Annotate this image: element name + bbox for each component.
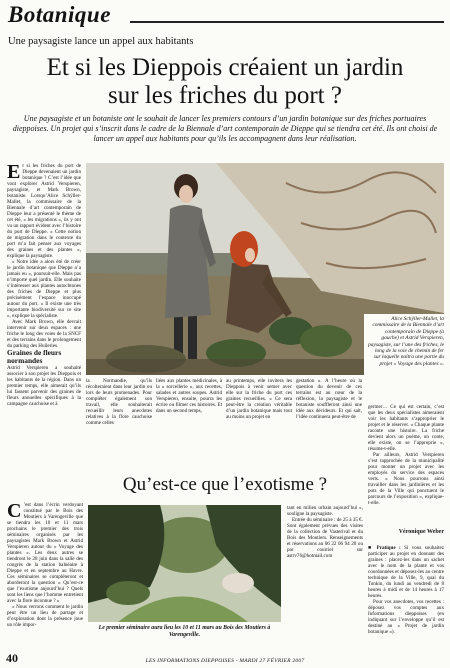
- plant: [300, 325, 352, 357]
- body-column-right-text-1: germer… Ce qui est certain, c’est que les deux spécialistes aimeraient voir les habitants s’approprier le projet et le réserver. « Chaque plante raconte une histoire. La friche devient alors un poème, un conte, elle existe, on se l’approprie », résume-t-elle.: [368, 404, 444, 452]
- practical-info-paragraph: [368, 545, 444, 599]
- photo-treeline: [86, 253, 246, 277]
- body-column-3-text: au printemps, elle invitera les Dieppois à venir semer avec elle sur la friche du port ces graines recueillies. « Ce sera peut-être la création véritable d’un jardin botanique mais tout au moins un projet en: [226, 378, 292, 420]
- headline-line-1: Et si les Dieppois créaient un jardin: [46, 54, 404, 81]
- article2-drop-cap: C: [7, 502, 22, 522]
- article2-middle-column: [287, 505, 363, 605]
- body-column-2: [156, 378, 222, 434]
- subhead-paragraph: Astrid Verspieren a souhaité associer à son projet les Dieppois et les habitants de la région. Dans un premier temps, elle aimerait qu’ils lui fassent parvenir des graines de fleurs annuelles spécifiques à la campagne cauchoise et à: [7, 365, 81, 407]
- person-left-leg: [188, 311, 197, 359]
- garden-photo: [88, 505, 281, 622]
- article-kicker: Une paysagiste lance un appel aux habitants: [8, 36, 194, 47]
- practical-info-column: [368, 545, 444, 653]
- article2-paragraph-2: « Nous verrons comment le jardin peut être un lieu de partage et d’exploration dont la présence joue un rôle impor-: [7, 604, 83, 628]
- garden-photo-image: [88, 505, 281, 622]
- practical-label: Pratique :: [376, 545, 401, 551]
- body-column-2-text: liées aux plantes médicinales, à la « sorcellerie », aux recettes, salades et autres soupes. Astrid Verspieren, ensuite, pourra les écrire ou filmer ces histoires. Et dans un second temps,: [156, 378, 222, 414]
- article2-paragraph-1: [7, 502, 83, 604]
- person-right-hair: [230, 231, 258, 267]
- article2-headline: Qu’est-ce que l’exotisme ?: [122, 474, 328, 495]
- body-column-1-text: la Normandie, qu’ils récolteraient dans leur jardin ou lors de leurs promenades. Pour compléter également son travail, elle souhaiterait recueillir leurs anecdotes relatives à la flore cauchoise comme celles: [86, 378, 152, 426]
- headline-line-2: sur les friches du port ?: [108, 82, 342, 109]
- garden-flowering-shrub: [222, 573, 254, 593]
- article-chapeau: Une paysagiste et un botaniste ont le souhait de lancer les premiers contours d’un jardin botanique sur des friches portuaires dieppoises. Un projet qui s’inscrit dans le cadre de la Biennale d’art contemporain de Dieppe qui se tiendra cet été. Ils ont choisi de lancer un appel aux habitants pour qu’ils les accompagnent dans leur réalisation.: [12, 114, 438, 143]
- lead-column: [7, 163, 81, 474]
- practical-text: Si vous souhaitez participer au projet en donnant des graines : placez-les dans un sachet avec le nom de la plante et vos coordonnées et déposez-les au centre technique de la Ville, 9, quai du Tonkin, du lundi au vendredi de 8 heures à midi et de 14 heures à 17 heures.: [368, 545, 444, 599]
- publication-footer: LES INFORMATIONS DIEPPOISES - MARDI 27 FÉVRIER 2007: [145, 658, 305, 664]
- article-headline: [6, 54, 444, 110]
- section-label: Botanique: [8, 2, 111, 27]
- lead-paragraph-3: Avec Mark Brown, elle devrait intervenir sur deux espaces : une friche le long des voies de la SNCF et des terrains dans le prolongement du parking des Huileries.: [7, 319, 81, 349]
- body-column-4-text: gestation ». À l’heure où la question du devenir de ces terrains est au cœur de la réflexion, la paysagiste et le botaniste souffleront ainsi une idée aux décideurs. Et qui sait, l’idée continuera peut-être de: [296, 378, 362, 420]
- person-right-face: [245, 248, 255, 262]
- body-column-right-text-2: Par ailleurs, Astrid Verspieren s’est rapprochée de la municipalité pour monter un projet avec les employés du service des espaces verts. « Nous pourrons ainsi travailler dans les jardinières et les pots de la Ville qui ponctuent le parcours de l’exposition », explique-t-elle.: [368, 452, 444, 506]
- lead-paragraph-1-text: t si les friches du port de Dieppe devenaient un jardin botanique ? C’est l’idée que vont explorer Astrid Verspieren, paysagiste, et Mark Brown, botaniste. Lorsqu’Alice Schÿller-Mallet, la commissaire de la Biennale d’art contemporain de Dieppe leur a présenté le thème de cet été, « les migrations », ils y ont vu un rapport évident avec l’histoire du port de Dieppe. « Cette notion de migration dans le contexte du port m’a fait penser aux voyages des graines et des plantes », explique la paysagiste.: [7, 163, 81, 259]
- page-number: 40: [6, 651, 18, 665]
- body-column-right: [368, 404, 444, 528]
- article2-middle-text-2: Entrée du séminaire : de 25 à 35 €. Sont également prévues des visites de la collection de Vasterival et du Bois des Moutiers. Renseignements et réservations au 06 22 06 94 20 ou par courriel sur astrv76@hotmail.com: [287, 517, 363, 559]
- drop-cap: E: [7, 163, 21, 183]
- garden-photo-caption: Le premier séminaire aura lieu les 10 et 11 mars au Bois des Moutiers à Varengeville.: [98, 625, 271, 638]
- body-column-3: [226, 378, 292, 434]
- author-byline: Véronique Weber: [398, 529, 444, 535]
- person-left-face: [179, 185, 193, 203]
- photo-caption: Alice Schÿller-Mallet, la commissaire de la Biennale d’art contemporain de Dieppe (à gauche) et Astrid Verspieren, paysagiste, sur l’une des friches, le long de la voie de chemin de fer sur laquelle naîtra une partie du projet « Voyage des plantes ».: [364, 314, 444, 402]
- body-column-1: [86, 378, 152, 434]
- square-bullet-icon: ■: [368, 545, 374, 551]
- section-rule: [130, 21, 444, 23]
- lead-paragraph-2: « Notre idée a alors été de créer le jardin botanique que Dieppe n’a jamais eu », poursuit-elle. Mais pas n’importe quel jardin. Elle souhaite s’intéresser aux plantes autochtones des friches de Dieppe et plus précisément l’espace inoccupé autour du port. « Il existe une très importante biodiversité sur ce site », explique la spécialiste.: [7, 259, 81, 319]
- practical-text-2: Pour vos anecdotes, vos recettes : déposez vos comptes aux Informations dieppoises (en indiquant sur l’enveloppe qu’il est destiné au « Projet de jardin botanique »).: [368, 599, 444, 635]
- article2-left-column: [7, 502, 83, 652]
- garden-shrub: [106, 581, 150, 605]
- body-column-4: [296, 378, 362, 434]
- lead-paragraph-1: [7, 163, 81, 259]
- article2-middle-text-1: tant en milieu urbain aujourd’hui », souligne la paysagiste.: [287, 505, 363, 517]
- article2-paragraph-1-text: ’est dans l’écrin verdoyant constitué par le Bois des Moutiers à Varengeville que se tiendra les 10 et 11 mars prochains le premier des trois séminaires organisés par les paysagistes Mark Brown et Astrid Verspieren autour du « Voyage des plantes ». Les deux autres se tiendront le 28 juin dans la salle des congrès de la station balnéaire à Dieppe et en septembre au Havre. Ces séminaires se compléteront et aborderont la question « Qu’est-ce que l’exotisme aujourd’hui ? Quels sont les liens que l’homme entretient avec la flore inconnue ? »: [7, 502, 83, 604]
- subhead: Graines de fleurs normandes: [7, 348, 62, 365]
